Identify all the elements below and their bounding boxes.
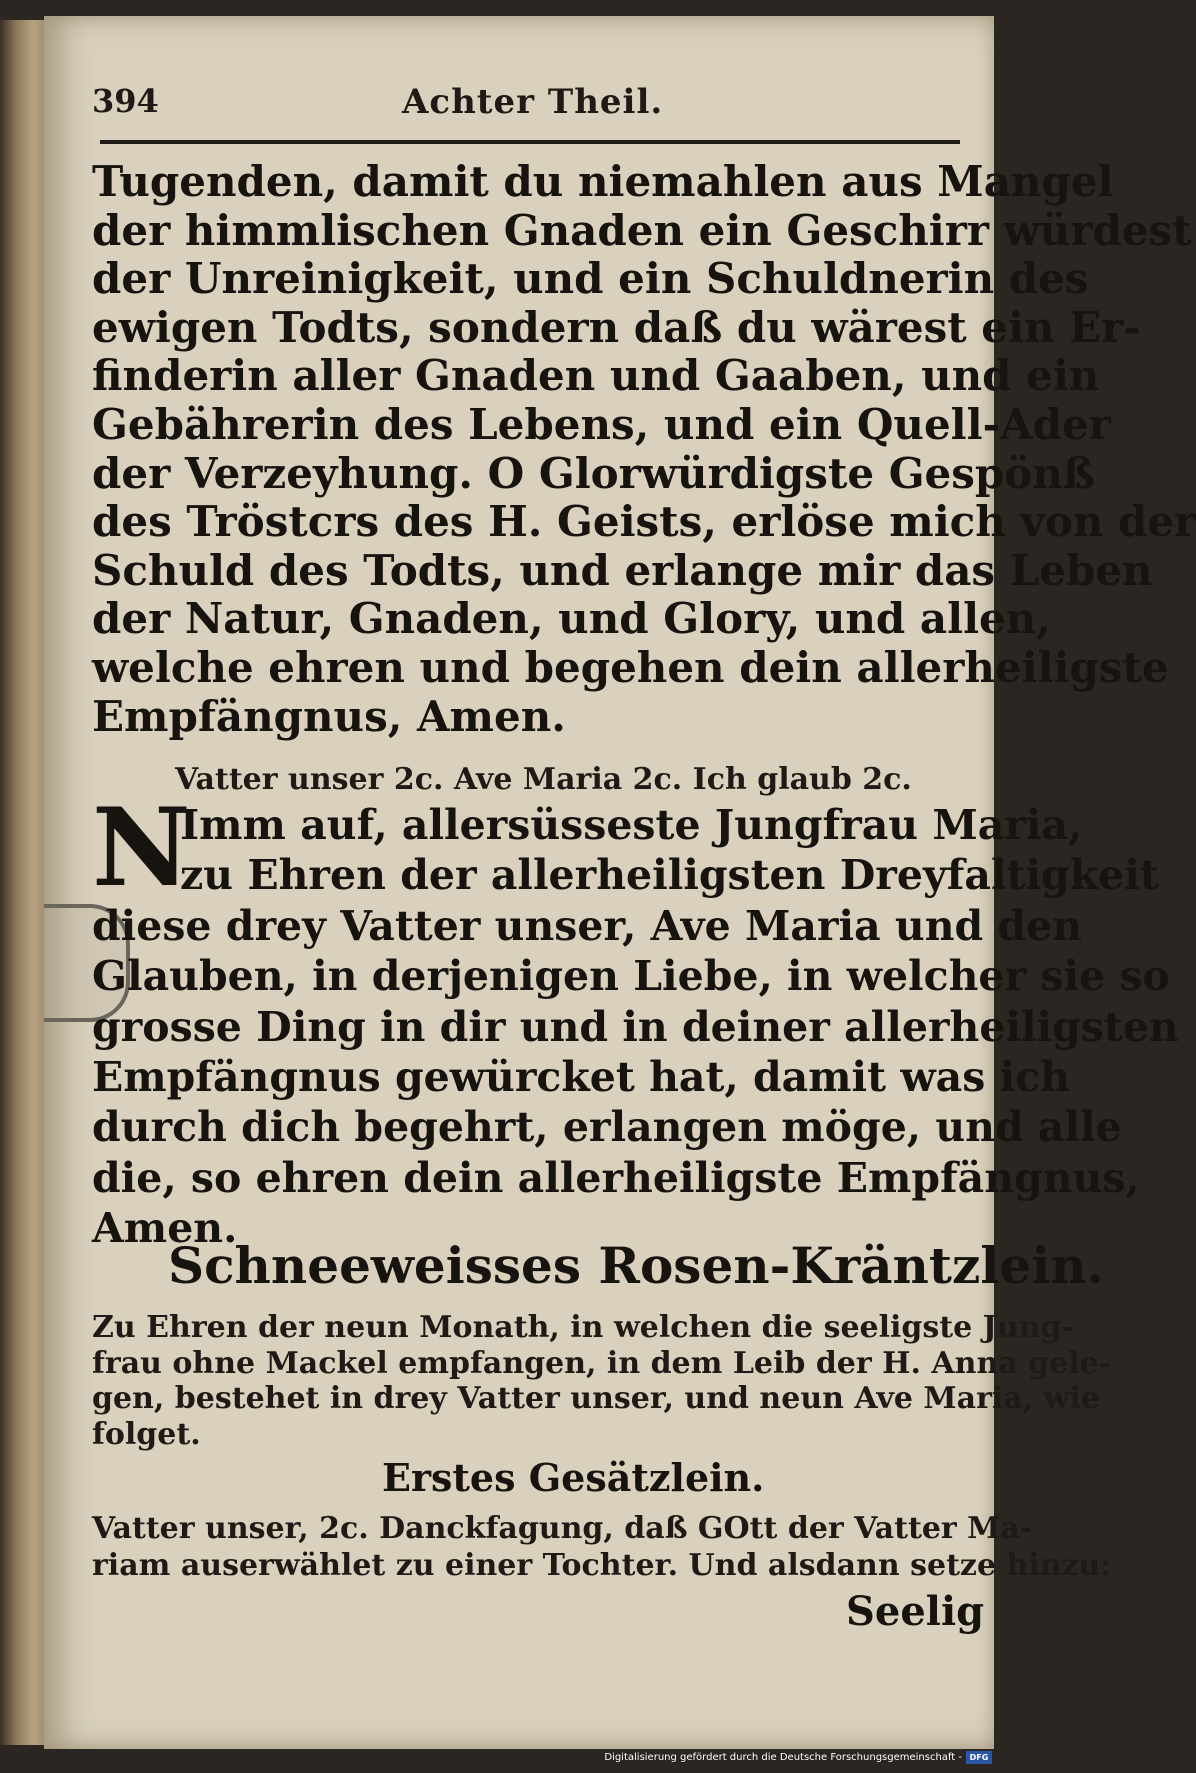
text-line: Glauben, in derjenigen Liebe, in welcher sie so [92,952,1170,1001]
section-intro [92,1310,1112,1452]
paragraph-1 [92,157,1196,741]
text-line: finderin aller Gnaden und Gaaben, und ein [92,351,1100,401]
book-page-edges [0,20,48,1745]
dfg-logo: DFG [966,1751,992,1764]
instruction [92,1510,1112,1584]
text-line: Zu Ehren der neun Monath, in welchen die seeligste Jung- [92,1310,1074,1345]
section-title: Schneeweisses Rosen-Kräntzlein. [168,1236,1104,1295]
text-line: grosse Ding in dir und in deiner allerheiligsten [92,1002,1179,1051]
text-line: durch dich begehrt, erlangen möge, und alle [92,1103,1122,1152]
text-line: frau ohne Mackel empfangen, in dem Leib der H. Anna gele- [92,1345,1112,1381]
catchword: Seelig [846,1588,985,1635]
text-line: der Verzeyhung. O Glorwürdigste Gespönß [92,448,1095,498]
text-line: der himmlischen Gnaden ein Geschirr würdest [92,205,1192,255]
running-head [92,82,972,134]
text-line: Schuld des Todts, und erlange mir das Leben [92,545,1153,595]
text-line: zu Ehren der allerheiligsten Dreyfaltigkeit [180,851,1159,900]
text-line: Imm auf, allersüsseste Jungfrau Maria, [180,801,1083,849]
drop-cap: N [92,785,191,911]
text-line: riam auserwählet zu einer Tochter. Und alsdann setze hinzu: [92,1548,1112,1583]
paragraph-2 [92,785,1179,1254]
digitization-credit: Digitalisierung gefördert durch die Deutsche Forschungsgemeinschaft - [604,1752,962,1763]
running-title: Achter Theil. [402,82,664,122]
text-line: welche ehren und begehen dein allerheiligste [92,642,1169,692]
page-number: 394 [92,82,159,120]
text-line: ewigen Todts, sondern daß du wärest ein Er- [92,302,1141,352]
text-line: Vatter unser, 2c. Danckfagung, daß GOtt der Vatter Ma- [92,1511,1033,1546]
text-line: Empfängnus, Amen. [92,691,566,741]
text-line: der Unreinigkeit, und ein Schuldnerin des [92,254,1089,304]
text-line: folget. [92,1416,201,1452]
text-line: gen, bestehet in drey Vatter unser, und neun Ave Maria, wie [92,1381,1100,1416]
text-line: Amen. [92,1204,238,1253]
sub-title: Erstes Gesätzlein. [382,1455,765,1500]
header-rule [100,140,960,144]
text-line: Tugenden, damit du niemahlen aus Mangel [92,157,1114,206]
prayer-line: Vatter unser 2c. Ave Maria 2c. Ich glaub 2c. [175,762,912,797]
text-line: diese drey Vatter unser, Ave Maria und den [92,901,1083,950]
text-line: die, so ehren dein allerheiligste Empfängnus, [92,1153,1140,1202]
text-line: Empfängnus gewürcket hat, damit was ich [92,1053,1070,1102]
paragraph-2-text [92,785,1179,1254]
text-line: Gebährerin des Lebens, und ein Quell-Ader [92,399,1111,449]
text-line: der Natur, Gnaden, und Glory, und allen, [92,594,1051,644]
text-line: des Tröstcrs des H. Geists, erlöse mich von der [92,497,1196,547]
